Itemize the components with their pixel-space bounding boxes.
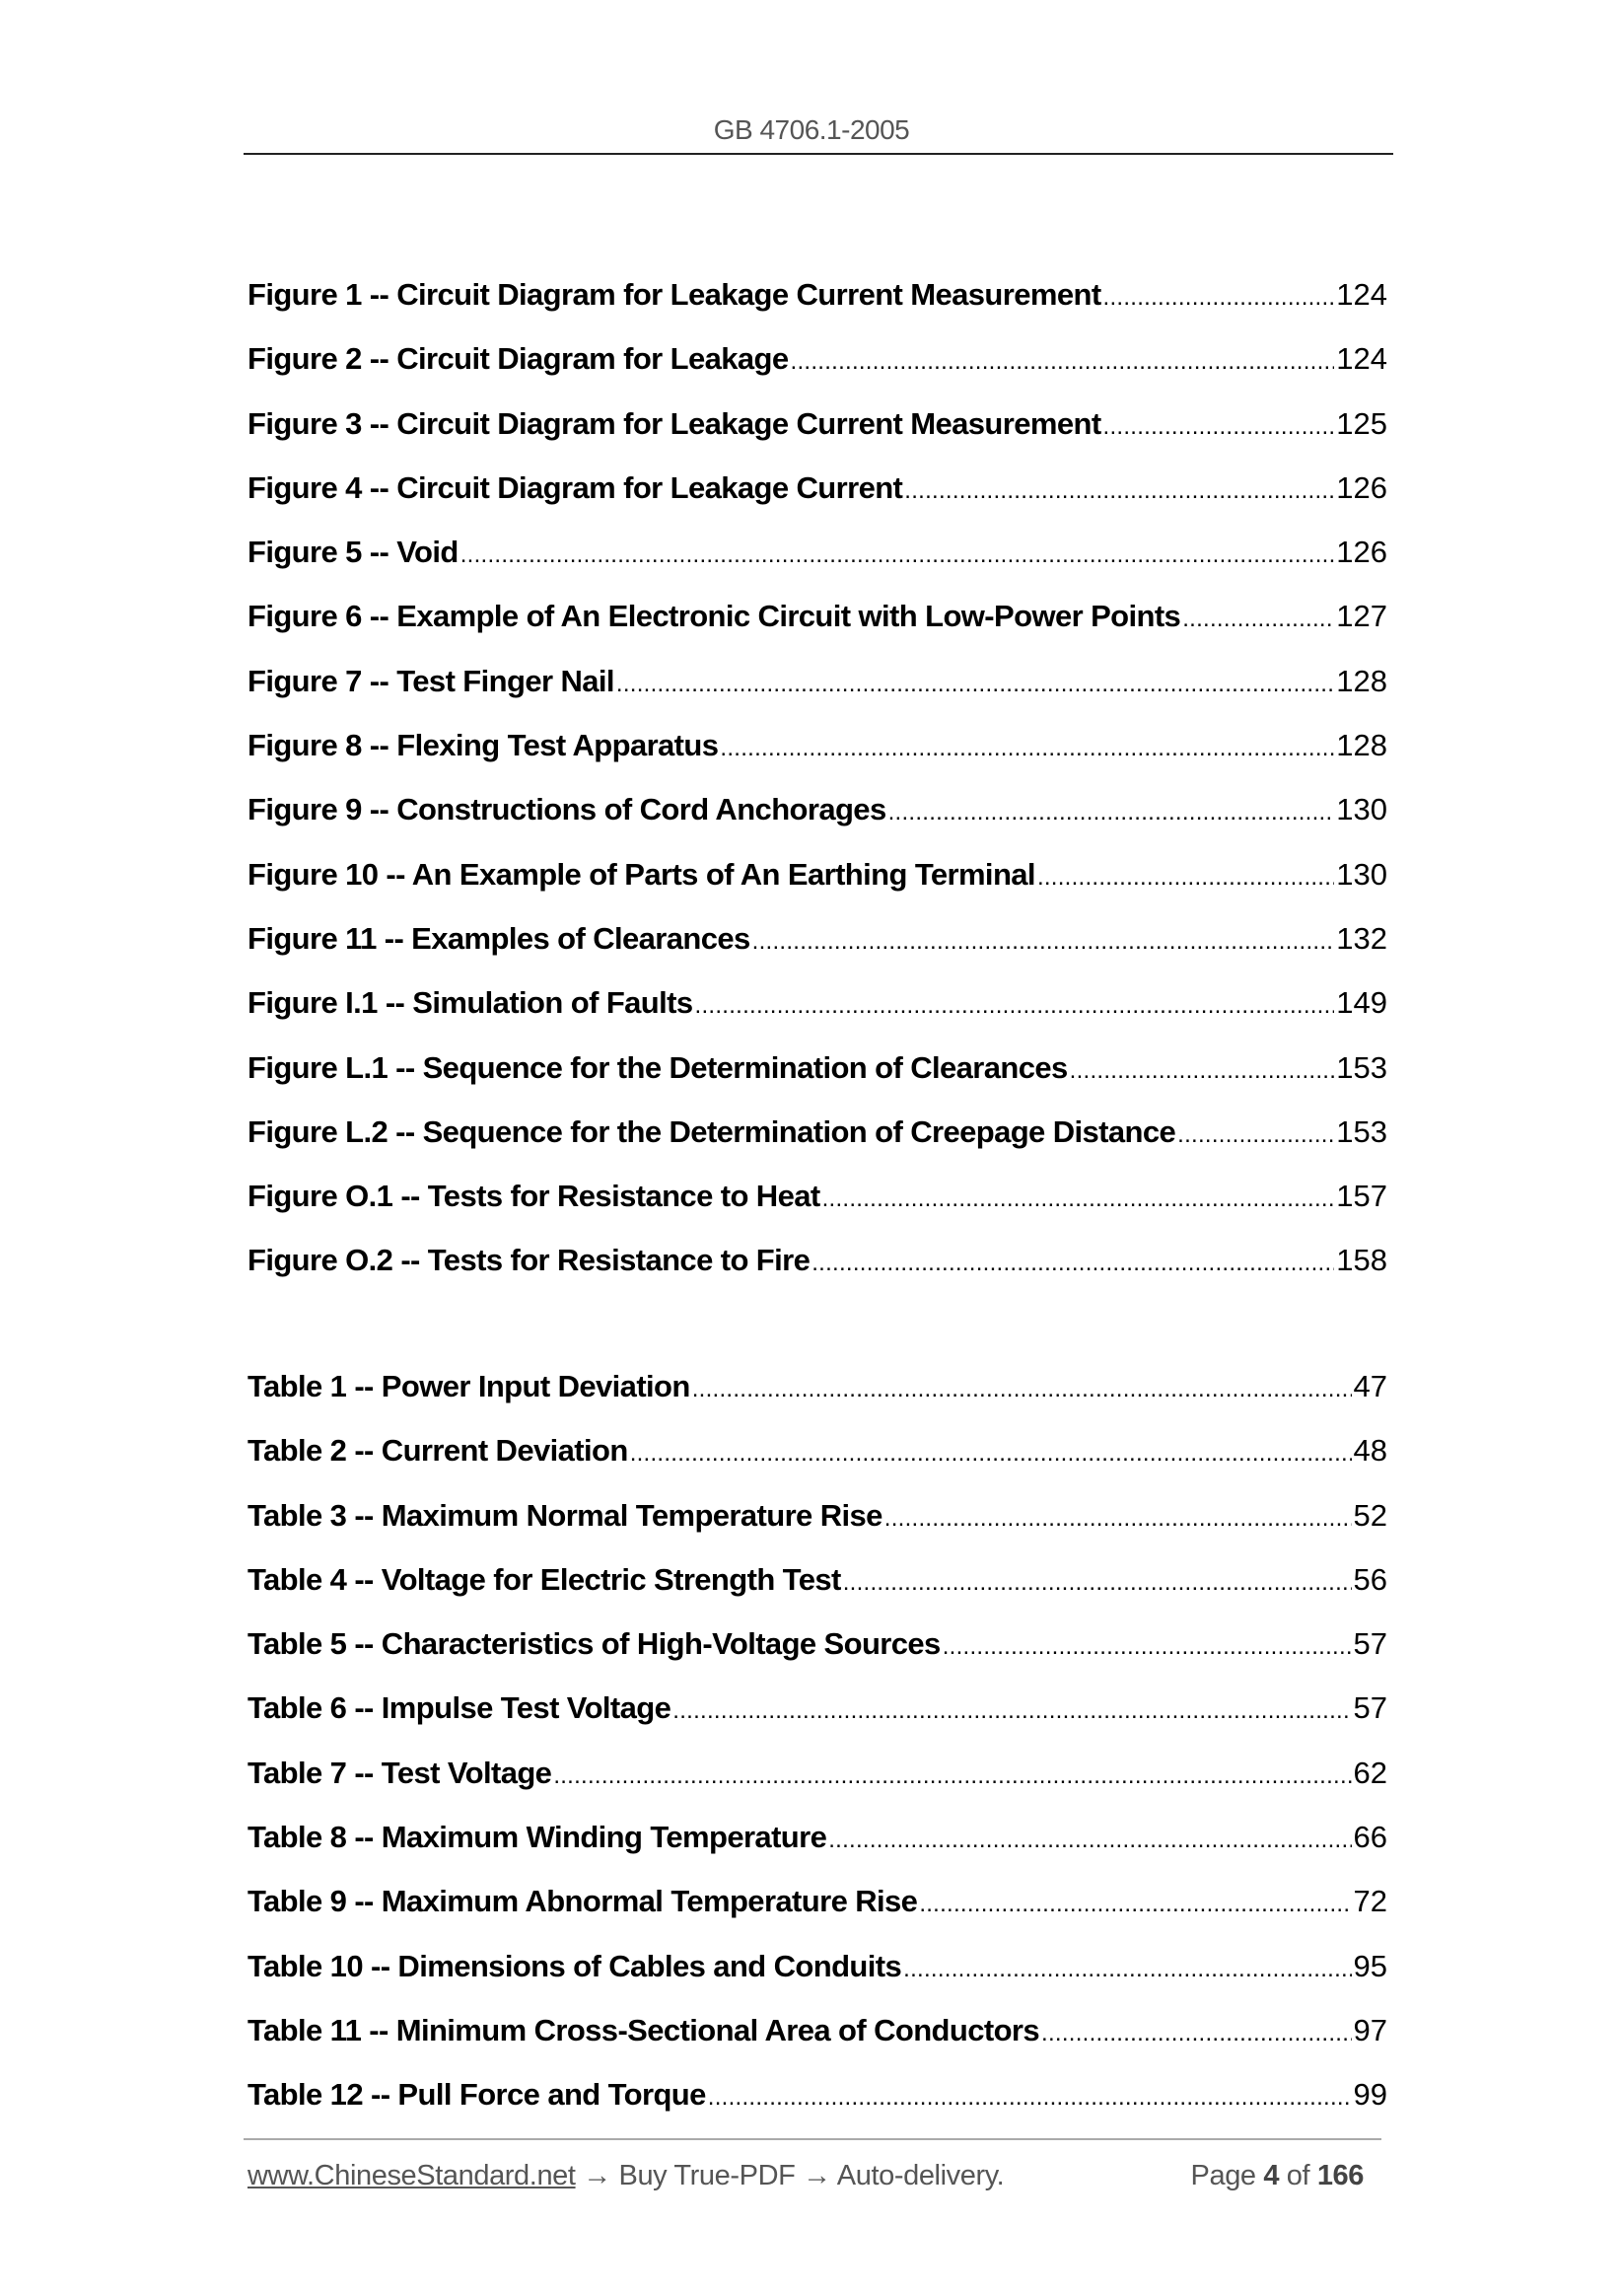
toc-entry-title: Table 8 -- Maximum Winding Temperature: [247, 1820, 827, 1855]
toc-entry-page: 62: [1353, 1755, 1387, 1790]
toc-entry-page: 52: [1353, 1497, 1387, 1533]
toc-entry-title: Figure 1 -- Circuit Diagram for Leakage Current Measurement: [247, 277, 1101, 312]
toc-entry-page: 153: [1336, 1113, 1387, 1149]
toc-entry[interactable]: [247, 1418, 1387, 1482]
footer-promo: [247, 2160, 1004, 2192]
toc-entry[interactable]: [247, 970, 1387, 1035]
toc-entry-page: 126: [1336, 535, 1387, 570]
dot-leader: [616, 652, 1334, 716]
toc-entry[interactable]: [247, 1164, 1387, 1228]
toc-entry-page: 125: [1336, 405, 1387, 441]
dot-leader: [752, 909, 1335, 973]
current-page: 4: [1263, 2160, 1280, 2191]
dot-leader: [843, 1550, 1352, 1614]
footer: [247, 2160, 1377, 2192]
toc-entry[interactable]: [247, 1676, 1387, 1740]
toc-entry[interactable]: [247, 392, 1387, 456]
toc-entry-page: 157: [1336, 1179, 1387, 1214]
toc-entry-title: Figure 7 -- Test Finger Nail: [247, 663, 614, 698]
dot-leader: [828, 1808, 1351, 1872]
toc-entry-title: Table 11 -- Minimum Cross-Sectional Area of Conductors: [247, 2012, 1040, 2047]
toc-entry-title: Figure 11 -- Examples of Clearances: [247, 920, 750, 956]
dot-leader: [1037, 845, 1334, 909]
toc-entry-page: 99: [1353, 2077, 1387, 2113]
toc-entry-title: Table 9 -- Maximum Abnormal Temperature Rise: [247, 1884, 918, 1919]
buy-text: Buy True-PDF: [618, 2160, 796, 2191]
website-link[interactable]: www.ChineseStandard.net: [247, 2160, 576, 2191]
toc-entry-page: 127: [1336, 599, 1387, 634]
dot-leader: [1103, 265, 1335, 329]
toc-entry-page: 47: [1353, 1369, 1387, 1403]
toc-entry[interactable]: [247, 1805, 1387, 1869]
toc-entry-title: Table 12 -- Pull Force and Torque: [247, 2077, 706, 2113]
toc-entry-title: Figure 3 -- Circuit Diagram for Leakage Current Measurement: [247, 405, 1101, 441]
toc-entry-title: Table 5 -- Characteristics of High-Voltage Sources: [247, 1626, 941, 1662]
dot-leader: [919, 1872, 1351, 1936]
dot-leader: [672, 1679, 1351, 1743]
dot-leader: [888, 780, 1335, 844]
delivery-text: Auto-delivery.: [836, 2160, 1005, 2191]
dot-leader: [791, 329, 1335, 394]
list-of-figures: [247, 262, 1387, 1293]
toc-entry-page: 97: [1353, 2012, 1387, 2047]
dot-leader: [630, 1421, 1352, 1485]
total-pages: 166: [1316, 2160, 1364, 2191]
dot-leader: [1103, 395, 1335, 459]
dot-leader: [1177, 1103, 1334, 1167]
page-of: of: [1286, 2160, 1310, 2191]
list-of-tables: [247, 1354, 1387, 2127]
header-rule: [244, 153, 1393, 155]
toc-entry-page: 72: [1353, 1884, 1387, 1919]
toc-entry-title: Table 4 -- Voltage for Electric Strength Test: [247, 1561, 841, 1597]
dot-leader: [720, 716, 1334, 780]
toc-entry-page: 66: [1353, 1820, 1387, 1855]
toc-entry[interactable]: [247, 1354, 1387, 1418]
toc-entry-title: Figure O.2 -- Tests for Resistance to Fire: [247, 1243, 811, 1278]
toc-entry[interactable]: [247, 906, 1387, 970]
toc-entry[interactable]: [247, 326, 1387, 391]
dot-leader: [884, 1486, 1352, 1550]
toc-entry-title: Figure 9 -- Constructions of Cord Anchorages: [247, 792, 886, 827]
toc-entry-page: 128: [1336, 728, 1387, 763]
toc-entry-title: Table 10 -- Dimensions of Cables and Conduits: [247, 1948, 902, 1983]
toc-entry-title: Figure 5 -- Void: [247, 535, 459, 570]
dot-leader: [460, 523, 1335, 587]
dot-leader: [1070, 1039, 1335, 1103]
toc-entry[interactable]: [247, 1228, 1387, 1292]
toc-entry-page: 57: [1353, 1690, 1387, 1726]
toc-entry-page: 149: [1336, 985, 1387, 1021]
dot-leader: [822, 1167, 1335, 1231]
dot-leader: [1041, 2001, 1352, 2065]
toc-entry-title: Figure I.1 -- Simulation of Faults: [247, 985, 693, 1021]
document-header: GB 4706.1-2005: [713, 114, 910, 145]
dot-leader: [695, 973, 1335, 1038]
toc-entry-page: 48: [1353, 1433, 1387, 1469]
toc-entry[interactable]: [247, 777, 1387, 841]
toc-entry[interactable]: [247, 584, 1387, 648]
toc-entry[interactable]: [247, 1741, 1387, 1805]
toc-entry-title: Figure 10 -- An Example of Parts of An Earthing Terminal: [247, 856, 1035, 892]
toc-entry[interactable]: [247, 1869, 1387, 1933]
dot-leader: [812, 1231, 1334, 1295]
toc-entry-page: 126: [1336, 469, 1387, 505]
dot-leader: [692, 1357, 1352, 1421]
toc-entry[interactable]: [247, 456, 1387, 520]
toc-entry-page: 130: [1336, 856, 1387, 892]
toc-entry-title: Figure 8 -- Flexing Test Apparatus: [247, 728, 719, 763]
footer-rule: [244, 2138, 1381, 2140]
toc-entry-title: Table 2 -- Current Deviation: [247, 1433, 628, 1469]
toc-entry[interactable]: [247, 649, 1387, 713]
toc-entry-title: Table 6 -- Impulse Test Voltage: [247, 1690, 671, 1726]
toc-entry[interactable]: [247, 520, 1387, 584]
arrow-right-icon: →: [583, 2160, 611, 2191]
dot-leader: [708, 2065, 1352, 2129]
toc-entry[interactable]: [247, 2062, 1387, 2126]
toc-entry-page: 95: [1353, 1948, 1387, 1983]
toc-entry-title: Figure 4 -- Circuit Diagram for Leakage Current: [247, 469, 903, 505]
toc-entry-page: 132: [1336, 920, 1387, 956]
toc-entry-title: Figure L.2 -- Sequence for the Determination of Creepage Distance: [247, 1113, 1176, 1149]
dot-leader: [553, 1744, 1351, 1808]
dot-leader: [904, 459, 1334, 523]
toc-entry[interactable]: [247, 1934, 1387, 1998]
toc-entry[interactable]: [247, 1100, 1387, 1164]
toc-entry-title: Table 1 -- Power Input Deviation: [247, 1369, 690, 1403]
toc-entry[interactable]: [247, 1998, 1387, 2062]
toc-entry-title: Figure 2 -- Circuit Diagram for Leakage: [247, 341, 789, 377]
toc-entry-title: Figure 6 -- Example of An Electronic Circuit with Low-Power Points: [247, 599, 1181, 634]
dot-leader: [903, 1937, 1351, 2001]
toc-entry-page: 56: [1353, 1561, 1387, 1597]
toc-entry-page: 130: [1336, 792, 1387, 827]
toc-entry-page: 128: [1336, 663, 1387, 698]
toc-entry-page: 124: [1336, 277, 1387, 312]
toc-entry[interactable]: [247, 842, 1387, 906]
toc-entry[interactable]: [247, 1612, 1387, 1676]
page-label: Page: [1190, 2160, 1256, 2191]
dot-leader: [1182, 587, 1334, 651]
toc-entry-title: Figure L.1 -- Sequence for the Determination of Clearances: [247, 1049, 1068, 1085]
toc-entry-page: 124: [1336, 341, 1387, 377]
toc-entry-title: Figure O.1 -- Tests for Resistance to Heat: [247, 1179, 820, 1214]
arrow-right-icon: →: [803, 2160, 831, 2191]
toc-entry-page: 153: [1336, 1049, 1387, 1085]
toc-entry[interactable]: [247, 1483, 1387, 1547]
toc-entry-page: 158: [1336, 1243, 1387, 1278]
toc-entry[interactable]: [247, 1036, 1387, 1100]
toc-entry[interactable]: [247, 713, 1387, 777]
toc-entry[interactable]: [247, 262, 1387, 326]
toc-entry-title: Table 3 -- Maximum Normal Temperature Rise: [247, 1497, 882, 1533]
toc-entry[interactable]: [247, 1547, 1387, 1612]
toc-entry-page: 57: [1353, 1626, 1387, 1662]
toc-entry-title: Table 7 -- Test Voltage: [247, 1755, 552, 1790]
page-number: [1191, 2160, 1364, 2192]
dot-leader: [943, 1614, 1352, 1679]
